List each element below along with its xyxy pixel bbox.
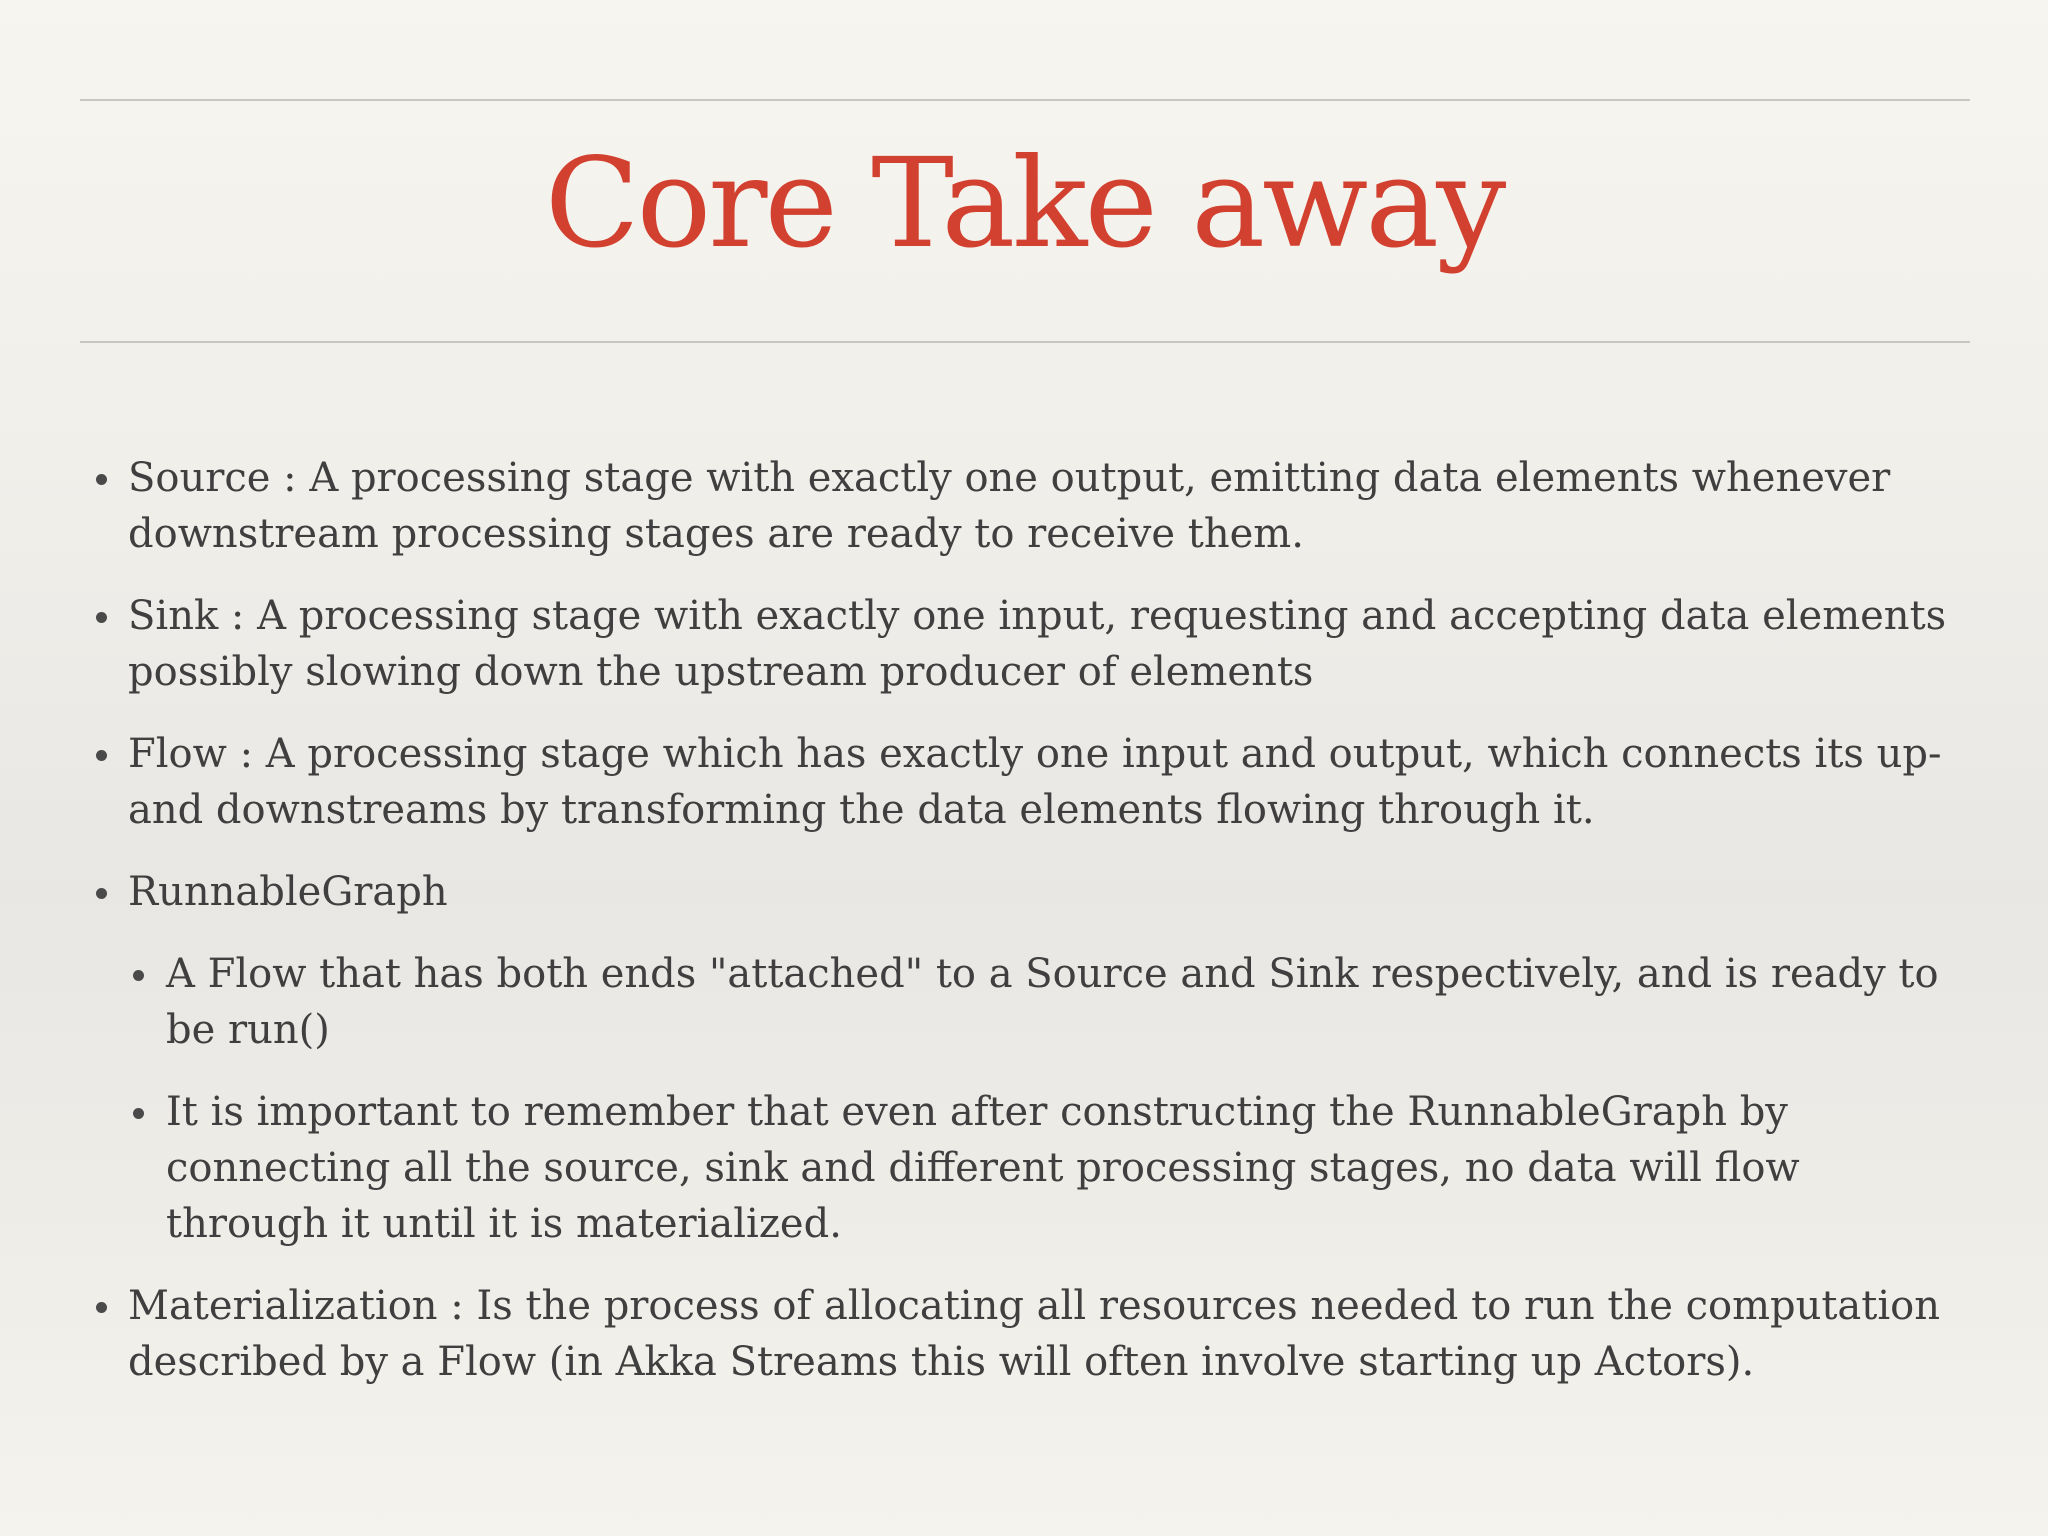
sub-bullet-dot-icon bbox=[133, 970, 144, 981]
bullet-dot-icon bbox=[96, 750, 107, 761]
sub-bullet-flow-attached bbox=[90, 946, 1970, 1058]
sub-bullet-dot-icon bbox=[133, 1108, 144, 1119]
top-divider bbox=[80, 99, 1970, 101]
bullet-dot-icon bbox=[96, 612, 107, 623]
bullet-sink-text: Sink : A processing stage with exactly one input, requesting and accepting data elements possibly slowing down the upstream producer of elements bbox=[128, 593, 1947, 695]
bullet-sink bbox=[90, 588, 1970, 700]
bullet-source-text: Source : A processing stage with exactly one output, emitting data elements whenever downstream processing stages are ready to receive them. bbox=[128, 455, 1891, 557]
bullet-runnablegraph bbox=[90, 864, 1970, 920]
title-underline-divider bbox=[80, 341, 1970, 343]
bullet-materialization-text: Materialization : Is the process of allocating all resources needed to run the computation described by a Flow (in Akka Streams this will often involve starting up Actors). bbox=[128, 1283, 1940, 1385]
bullet-materialization bbox=[90, 1278, 1970, 1390]
slide-title: Core Take away bbox=[544, 132, 1504, 276]
bullet-list bbox=[90, 450, 1970, 1416]
sub-bullet-flow-attached-text: A Flow that has both ends "attached" to a Source and Sink respectively, and is ready to be run() bbox=[166, 951, 1939, 1053]
bullet-dot-icon bbox=[96, 888, 107, 899]
bullet-source bbox=[90, 450, 1970, 562]
bullet-flow-text: Flow : A processing stage which has exactly one input and output, which connects its up- and downstreams by transforming the data elements flowing through it. bbox=[128, 731, 1942, 833]
sub-bullet-materialized-note-text: It is important to remember that even after constructing the RunnableGraph by connecting all the source, sink and different processing stages, no data will flow through it until it is materialized. bbox=[166, 1089, 1800, 1247]
bullet-dot-icon bbox=[96, 1302, 107, 1313]
sub-bullet-materialized-note bbox=[90, 1084, 1970, 1252]
bullet-dot-icon bbox=[96, 474, 107, 485]
bullet-flow bbox=[90, 726, 1970, 838]
bullet-runnablegraph-text: RunnableGraph bbox=[128, 869, 448, 915]
